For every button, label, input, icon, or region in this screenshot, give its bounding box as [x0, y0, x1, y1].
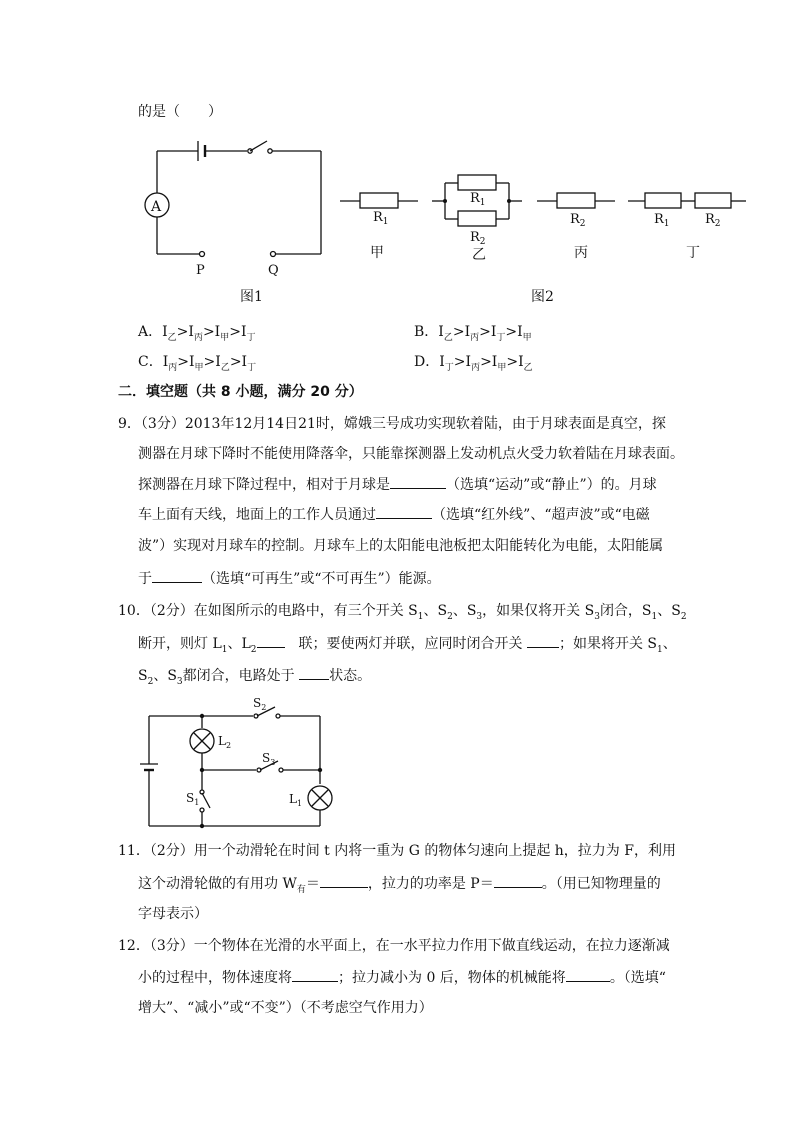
ammeter-label: A [151, 199, 162, 215]
label-r1-jia: $R_1$ [373, 210, 389, 227]
label-r1-ding: $R_1$ [654, 212, 670, 229]
answer-blank[interactable] [292, 967, 338, 982]
option-d[interactable]: D．$I_丁>I_丙>I_甲>I_乙$ [414, 354, 533, 373]
label-jia: 甲 [370, 245, 384, 261]
figure-2-caption: 图2 [531, 289, 554, 305]
q12-line-3: 增大”、“减小”或“不变”）（不考虑空气作用力） [138, 1000, 433, 1016]
q10-line-1: 10．（2分）在如图所示的电路中，有三个开关 $S_1$、$S_2$、$S_3$，如果仅将开关 $S_3$闭合，$S_1$、$S_2$ [118, 603, 687, 622]
q11-line-1: 11．（2分）用一个动滑轮在时间 t 内将一重为 G 的物体匀速向上提起 h，拉力为 F，利用 [118, 843, 676, 859]
label-bing: 丙 [574, 245, 588, 261]
q12-line-2: 小的过程中，物体速度将 ；拉力减小为 0 后，物体的机械能将 。（选填“ [138, 967, 666, 988]
label-r1-yi: $R_1$ [470, 191, 486, 208]
figure-1-caption: 图1 [240, 289, 263, 305]
section-title: 二．填空题（共 8 小题，满分 20 分） [118, 384, 363, 400]
q12-line-1: 12．（3分）一个物体在光滑的水平面上，在一水平拉力作用下做直线运动，在拉力逐渐减 [118, 938, 670, 954]
label-s1: $S_1$ [186, 791, 200, 807]
label-r2-yi: $R_2$ [470, 230, 486, 247]
label-ding: 丁 [686, 245, 700, 261]
option-c[interactable]: C．$I_丙>I_甲>I_乙>I_丁$ [138, 354, 257, 373]
q9-line-4: 车上面有天线，地面上的工作人员通过 （选填“红外线”、“超声波”或“电磁 [138, 504, 650, 525]
terminal-q-label: Q [268, 263, 279, 278]
label-l1: $L_1$ [289, 792, 303, 808]
q9-line-3: 探测器在月球下降过程中，相对于月球是 （选填“运动”或“静止”）的。月球 [138, 474, 657, 495]
q11-line-2: 这个动滑轮做的有用功 $W_有=$ ，拉力的功率是 P＝ 。（用已知物理量的 [138, 873, 661, 894]
terminal-p-label: P [196, 263, 205, 278]
label-s3: $S_3$ [262, 751, 276, 767]
q10-line-2: 断开，则灯 $L_1$、$L_2$ 联；要使两灯并联，应同时闭合开关 ；如果将开关 $S_1$、 [138, 633, 677, 654]
q9-line-5: 波”）实现对月球车的控制。月球车上的太阳能电池板把太阳能转化为电能，太阳能属 [138, 538, 664, 554]
label-r2-ding: $R_2$ [705, 212, 721, 229]
q11-line-3: 字母表示） [138, 906, 208, 922]
q9-line-2: 测器在月球下降时不能使用降落伞，只能靠探测器上发动机点火受力软着陆在月球表面。 [138, 446, 684, 462]
answer-blank[interactable] [566, 967, 610, 982]
label-l2: $L_2$ [218, 734, 232, 750]
option-a[interactable]: A．$I_乙>I_丙>I_甲>I_丁$ [138, 324, 256, 343]
answer-blank[interactable] [494, 873, 542, 888]
question-fragment: 的是（ ） [138, 104, 222, 120]
label-s2: $S_2$ [253, 696, 267, 712]
q9-line-6: 于 （选填“可再生”或“不可再生”）能源。 [138, 568, 441, 589]
label-yi: 乙 [472, 247, 486, 263]
answer-blank[interactable] [320, 873, 368, 888]
q10-line-3: $S_2$、$S_3$都闭合，电路处于 状态。 [138, 665, 371, 686]
option-b[interactable]: B．$I_乙>I_丙>I_丁>I_甲$ [414, 324, 532, 343]
q9-line-1: 9．（3分）2013年12月14日21时，嫦娥三号成功实现软着陆，由于月球表面是真空，探 [118, 416, 666, 432]
switch-s1-blade [202, 793, 210, 808]
label-r2-bing: $R_2$ [570, 212, 586, 229]
